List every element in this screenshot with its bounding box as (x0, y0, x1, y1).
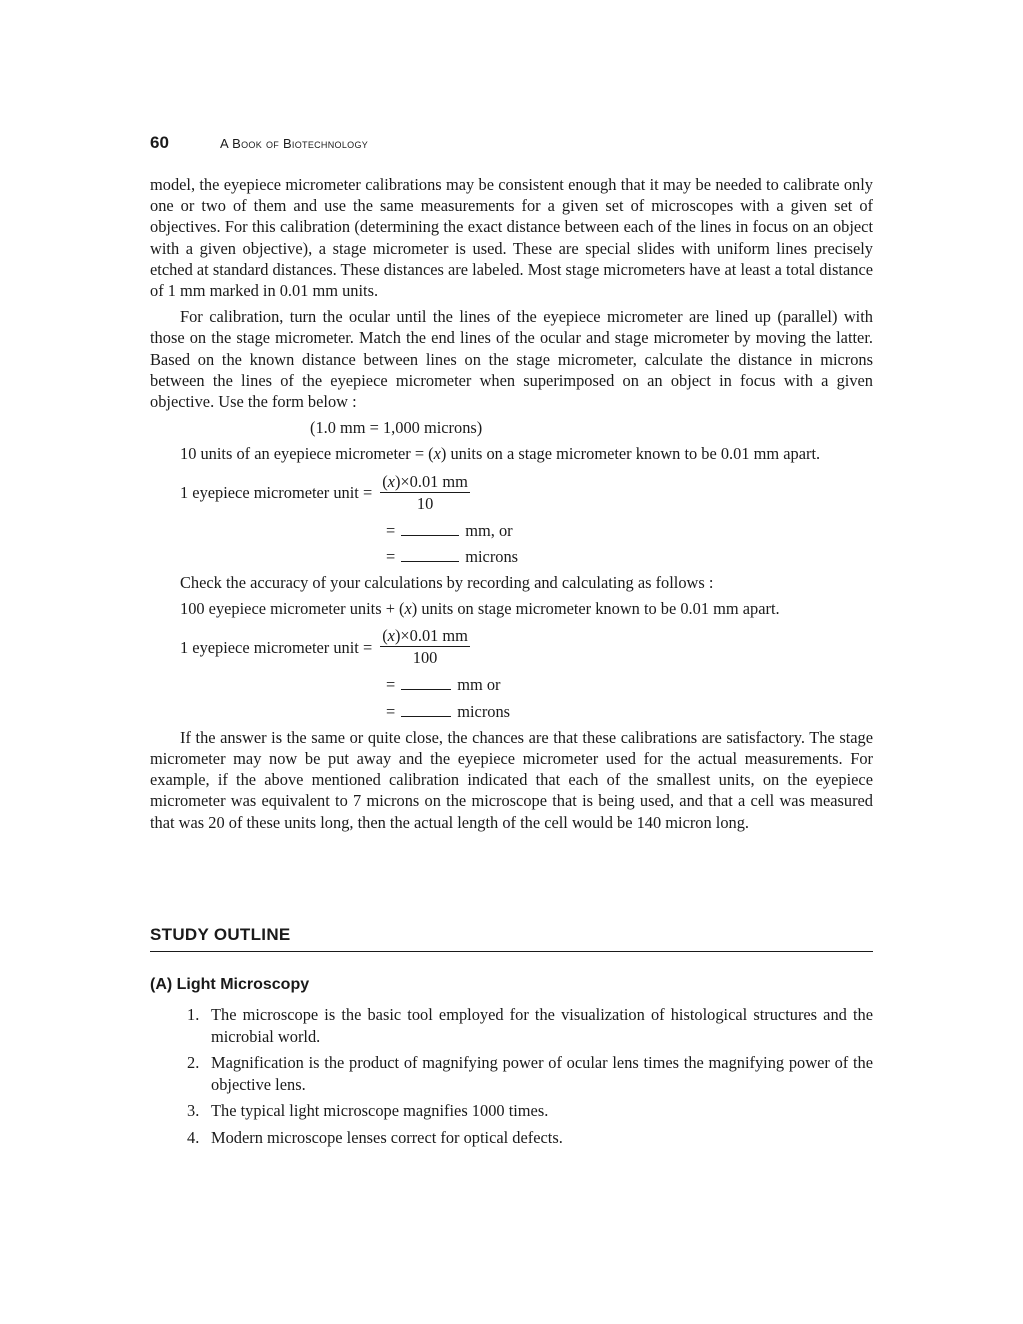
paragraph-4: Check the accuracy of your calculations by recording and calculating as follows : (180, 573, 714, 593)
subheading: (A) Light Microscopy (150, 976, 310, 993)
answer-blank (401, 521, 459, 536)
page-number: 60 (150, 133, 169, 152)
equation-2-blank-mm: = mm or (386, 675, 501, 695)
section-title: STUDY OUTLINE (150, 925, 873, 952)
paragraph-2: For calibration, turn the ocular until the lines of the eyepiece micrometer are lined up (parallel) with those on the stage micrometer. Match the end lines of the ocular and stage micrometer by moving the latter. Based on the known distance between lines on the stage micrometer, calculate the distance in microns between the lines of the eyepiece micrometer when superimposed on an object in focus with a given objective. Use the form below : (150, 307, 873, 412)
equation-2-denominator: 100 (412, 648, 438, 668)
paragraph-6: If the answer is the same or quite close, the chances are that these calibrations are satisfactory. The stage micrometer may now be put away and the eyepiece micrometer used for the actual measurements. For example, if the above mentioned calibration indicated that each of the smallest units, on the eyepiece micrometer was equivalent to 7 microns on the microscope that is being used, and that a cell was measured that was 20 of these units long, then the actual length of the cell would be 140 micron long. (150, 727, 873, 832)
list-item: 1. The microscope is the basic tool employed for the visualization of histological structures and the microbial world. (187, 1005, 873, 1046)
answer-blank (401, 702, 451, 717)
equation-1-blank-mm: = mm, or (386, 520, 513, 540)
equation-2-lhs: 1 eyepiece micrometer unit = (180, 637, 373, 657)
equation-1-numerator: (x)×0.01 mm (382, 471, 468, 491)
equation-1-blank-microns: = microns (386, 546, 519, 566)
equation-1-fraction (380, 472, 470, 514)
equation-2-numerator: (x)×0.01 mm (382, 626, 468, 646)
running-header (150, 133, 873, 155)
equation-1-denominator: 10 (416, 493, 434, 513)
equation-1-lhs: 1 eyepiece micrometer unit = (180, 483, 373, 503)
list-item: 4. Modern microscope lenses correct for optical defects. (187, 1127, 563, 1147)
book-title: A Book of Biotechnology (220, 136, 369, 151)
list-item: 3. The typical light microscope magnifies 1000 times. (187, 1101, 549, 1120)
paragraph-3: 10 units of an eyepiece micrometer = (x) units on a stage micrometer known to be 0.01 mm apart. (180, 444, 821, 464)
body-text (150, 174, 873, 833)
paragraph-1: model, the eyepiece micrometer calibrations may be consistent enough that it may be needed to calibrate only one or two of them and use the same measurements for a given set of microscopes with a given set of objectives. For this calibration (determining the exact distance between each of the lines in focus on an object with a given objective), a stage micrometer is used. These are special slides with uniform lines precisely etched at standard distances. These distances are labeled. Most stage micrometers have at least a total distance of 1 mm marked in 0.01 mm units. (150, 175, 873, 301)
equation-2-fraction (380, 626, 470, 668)
paragraph-5: 100 eyepiece micrometer units + (x) units on stage micrometer known to be 0.01 mm apart. (180, 599, 780, 619)
list-item: 2. Magnification is the product of magnifying power of ocular lens times the magnifying power of the objective lens. (187, 1053, 873, 1094)
equation-1 (150, 471, 873, 515)
outline-list (150, 1004, 873, 1148)
answer-blank (401, 675, 451, 690)
study-outline-section (150, 925, 873, 1153)
equation-2 (150, 625, 873, 669)
answer-blank (401, 547, 459, 562)
equation-2-blank-microns: = microns (386, 701, 511, 721)
unit-conversion-note: (1.0 mm = 1,000 microns) (310, 418, 483, 438)
